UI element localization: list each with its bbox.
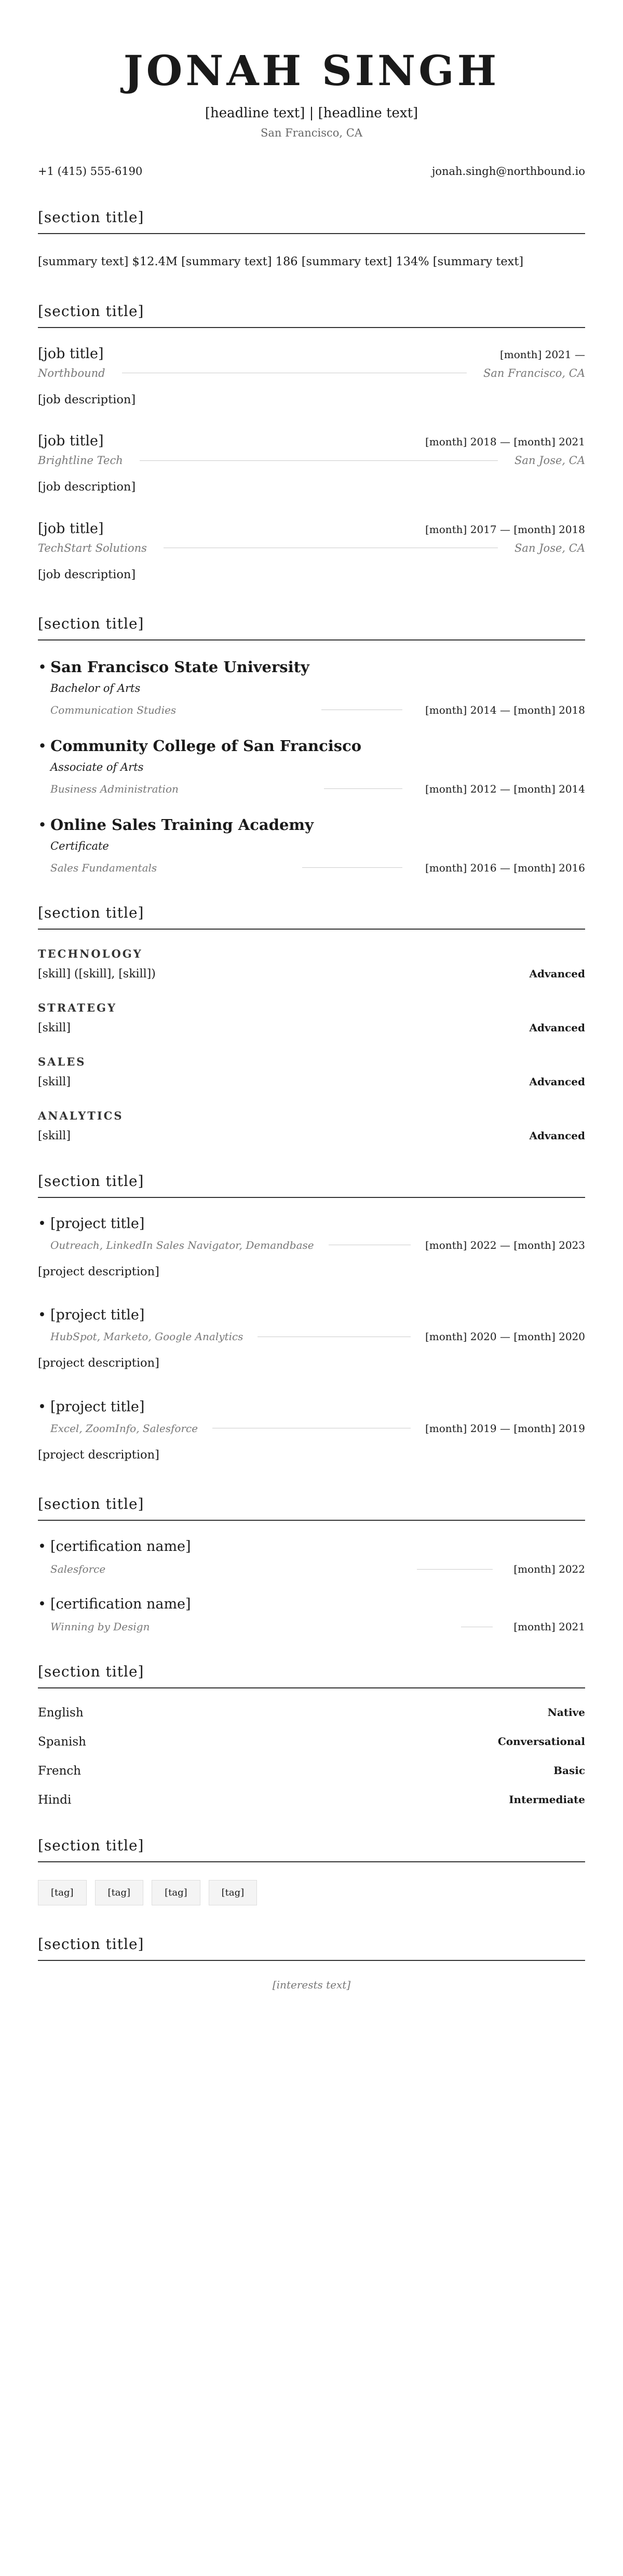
bullet-icon: • bbox=[38, 1398, 46, 1415]
language-item bbox=[38, 1706, 585, 1720]
job-description: [job description] bbox=[38, 567, 136, 581]
section-title: [section title] bbox=[38, 1837, 585, 1862]
language-item bbox=[38, 1735, 585, 1749]
experience-item bbox=[38, 346, 585, 410]
project-description: [project description] bbox=[38, 1448, 159, 1462]
project-tools: Excel, ZoomInfo, Salesforce bbox=[50, 1422, 198, 1435]
bullet-icon: • bbox=[38, 737, 47, 755]
summary-section bbox=[38, 209, 585, 272]
project-description: [project description] bbox=[38, 1356, 159, 1370]
skill-category: ANALYTICS bbox=[38, 1109, 124, 1122]
skill-name: [skill] bbox=[38, 1129, 71, 1142]
job-description: [job description] bbox=[38, 480, 136, 494]
section-title: [section title] bbox=[38, 1936, 585, 1961]
field-of-study: Communication Studies bbox=[50, 703, 177, 716]
project-date: [month] 2019 — [month] 2019 bbox=[425, 1422, 585, 1435]
edu-date: [month] 2016 — [month] 2016 bbox=[425, 861, 585, 874]
headline: [headline text] | [headline text] bbox=[205, 105, 418, 121]
location: San Francisco, CA bbox=[260, 127, 362, 140]
job-location: San Francisco, CA bbox=[483, 366, 585, 379]
section-title: [section title] bbox=[38, 1173, 585, 1198]
certification-name: [certification name] bbox=[50, 1538, 191, 1555]
experience-item bbox=[38, 433, 585, 497]
skill-group bbox=[38, 1001, 585, 1034]
phone: +1 (415) 555-6190 bbox=[38, 165, 143, 178]
degree: Certificate bbox=[50, 839, 109, 852]
interests-text: [interests text] bbox=[272, 1979, 351, 1992]
bullet-icon: • bbox=[38, 658, 47, 676]
divider bbox=[140, 460, 498, 461]
school-name: Online Sales Training Academy bbox=[50, 815, 314, 834]
degree: Associate of Arts bbox=[50, 760, 144, 773]
bullet-icon: • bbox=[38, 815, 47, 834]
job-date: [month] 2021 — bbox=[499, 348, 585, 361]
project-item bbox=[38, 1307, 585, 1373]
job-title: [job title] bbox=[38, 433, 104, 449]
certification-date: [month] 2022 bbox=[513, 1563, 585, 1576]
bullet-icon: • bbox=[38, 1215, 46, 1232]
projects-section bbox=[38, 1173, 585, 1465]
edu-date: [month] 2012 — [month] 2014 bbox=[425, 782, 585, 795]
school-name: Community College of San Francisco bbox=[50, 737, 362, 755]
language-level: Basic bbox=[553, 1764, 585, 1777]
tag: [tag] bbox=[209, 1880, 258, 1905]
language-level: Conversational bbox=[497, 1735, 585, 1748]
company: Northbound bbox=[38, 366, 105, 379]
tag: [tag] bbox=[95, 1880, 144, 1905]
contact-row bbox=[38, 165, 585, 178]
skill-category: STRATEGY bbox=[38, 1001, 117, 1014]
interests-section bbox=[38, 1936, 585, 1991]
skill-level: Advanced bbox=[529, 1021, 585, 1034]
certification-issuer: Salesforce bbox=[50, 1563, 106, 1576]
job-title: [job title] bbox=[38, 520, 104, 537]
skill-group bbox=[38, 1109, 585, 1142]
skill-level: Advanced bbox=[529, 967, 585, 980]
job-location: San Jose, CA bbox=[514, 541, 585, 554]
school-name: San Francisco State University bbox=[50, 658, 309, 676]
education-item bbox=[38, 816, 585, 874]
company: Brightline Tech bbox=[38, 454, 123, 467]
job-title: [job title] bbox=[38, 345, 104, 362]
language-item bbox=[38, 1764, 585, 1778]
languages-section bbox=[38, 1663, 585, 1807]
skill-category: SALES bbox=[38, 1055, 86, 1068]
education-item bbox=[38, 658, 585, 716]
section-title: [section title] bbox=[38, 904, 585, 930]
company: TechStart Solutions bbox=[38, 541, 147, 554]
section-title: [section title] bbox=[38, 1663, 585, 1688]
language-name: French bbox=[38, 1764, 82, 1778]
project-item bbox=[38, 1399, 585, 1465]
bullet-icon: • bbox=[38, 1307, 46, 1324]
section-title: [section title] bbox=[38, 303, 585, 328]
job-date: [month] 2018 — [month] 2021 bbox=[425, 435, 585, 448]
project-title: [project title] bbox=[50, 1215, 145, 1232]
field-of-study: Business Administration bbox=[50, 782, 179, 795]
project-title: [project title] bbox=[50, 1398, 145, 1415]
tag: [tag] bbox=[152, 1880, 200, 1905]
skills-section bbox=[38, 904, 585, 1142]
language-name: English bbox=[38, 1706, 84, 1720]
summary-text: [summary text] $12.4M [summary text] 186 [summary text] 134% [summary text] bbox=[38, 255, 524, 269]
email: jonah.singh@northbound.io bbox=[431, 165, 585, 178]
skill-name: [skill] bbox=[38, 1075, 71, 1088]
degree: Bachelor of Arts bbox=[50, 682, 141, 694]
bullet-icon: • bbox=[38, 1596, 46, 1613]
job-location: San Jose, CA bbox=[514, 454, 585, 467]
skill-name: [skill] bbox=[38, 1021, 71, 1034]
education-section bbox=[38, 615, 585, 874]
job-description: [job description] bbox=[38, 392, 136, 406]
language-name: Hindi bbox=[38, 1793, 72, 1807]
section-title: [section title] bbox=[38, 1495, 585, 1521]
certification-issuer: Winning by Design bbox=[50, 1620, 150, 1633]
project-description: [project description] bbox=[38, 1264, 159, 1278]
experience-item bbox=[38, 521, 585, 585]
divider bbox=[417, 1569, 493, 1570]
skill-level: Advanced bbox=[529, 1075, 585, 1088]
tag: [tag] bbox=[38, 1880, 87, 1905]
skill-level: Advanced bbox=[529, 1129, 585, 1142]
skill-name: [skill] ([skill], [skill]) bbox=[38, 967, 156, 980]
skill-group bbox=[38, 947, 585, 980]
language-level: Intermediate bbox=[509, 1793, 585, 1806]
experience-section bbox=[38, 303, 585, 585]
certification-item bbox=[38, 1538, 585, 1575]
language-item bbox=[38, 1793, 585, 1807]
project-item bbox=[38, 1216, 585, 1282]
certifications-section bbox=[38, 1495, 585, 1633]
certification-item bbox=[38, 1596, 585, 1633]
candidate-name: JONAH SINGH bbox=[123, 46, 500, 95]
divider bbox=[324, 788, 402, 789]
tag-list bbox=[38, 1880, 585, 1905]
project-tools: Outreach, LinkedIn Sales Navigator, Demandbase bbox=[50, 1238, 314, 1251]
section-title: [section title] bbox=[38, 615, 585, 640]
field-of-study: Sales Fundamentals bbox=[50, 861, 157, 874]
language-name: Spanish bbox=[38, 1735, 86, 1749]
project-date: [month] 2022 — [month] 2023 bbox=[425, 1238, 585, 1251]
language-level: Native bbox=[547, 1706, 585, 1719]
project-date: [month] 2020 — [month] 2020 bbox=[425, 1330, 585, 1343]
bullet-icon: • bbox=[38, 1538, 46, 1555]
tags-section bbox=[38, 1837, 585, 1905]
certification-date: [month] 2021 bbox=[513, 1620, 585, 1633]
education-item bbox=[38, 737, 585, 795]
skill-group bbox=[38, 1055, 585, 1088]
edu-date: [month] 2014 — [month] 2018 bbox=[425, 703, 585, 716]
project-title: [project title] bbox=[50, 1307, 145, 1324]
certification-name: [certification name] bbox=[50, 1596, 191, 1613]
skill-category: TECHNOLOGY bbox=[38, 947, 143, 960]
job-date: [month] 2017 — [month] 2018 bbox=[425, 523, 585, 536]
section-title: [section title] bbox=[38, 209, 585, 234]
project-tools: HubSpot, Marketo, Google Analytics bbox=[50, 1330, 243, 1343]
divider bbox=[302, 867, 402, 868]
